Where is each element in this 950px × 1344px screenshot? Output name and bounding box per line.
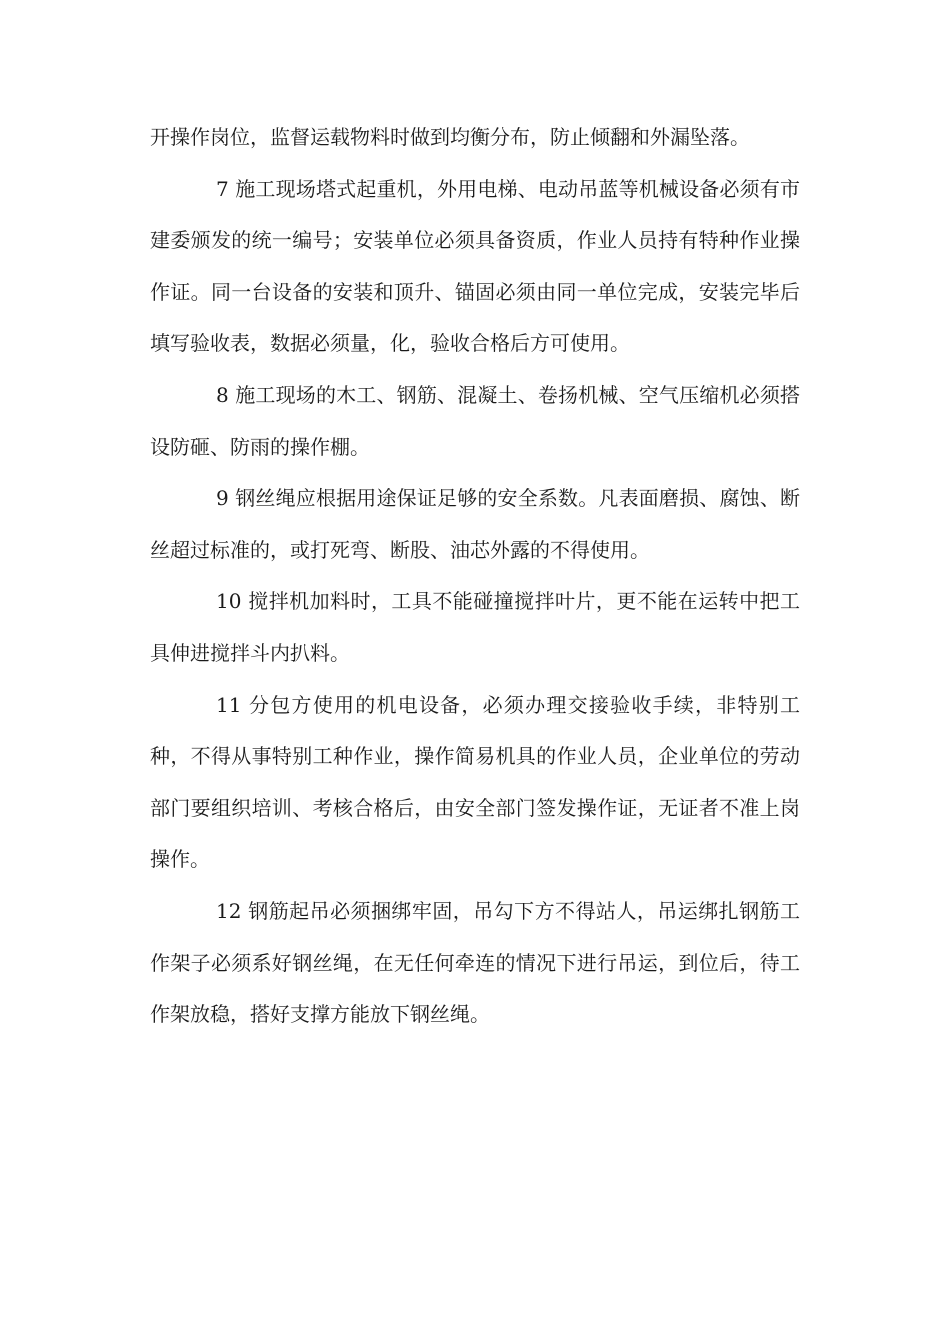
paragraph-item-10: 10 搅拌机加料时，工具不能碰撞搅拌叶片，更不能在运转中把工具伸进搅拌斗内扒料。 [150, 589, 800, 665]
paragraph-item-12: 12 钢筋起吊必须捆绑牢固，吊勾下方不得站人，吊运绑扎钢筋工作架子必须系好钢丝绳，在无任何牵连的情况下进行吊运，到位后，待工作架放稳，搭好支撑方能放下钢丝绳。 [150, 898, 800, 1027]
paragraph-item-9: 9 钢丝绳应根据用途保证足够的安全系数。凡表面磨损、腐蚀、断丝超过标准的，或打死弯、断股、油芯外露的不得使用。 [150, 486, 800, 562]
paragraph-continuation: 开操作岗位，监督运载物料时做到均衡分布，防止倾翻和外漏坠落。 [150, 125, 750, 149]
document-page [150, 112, 800, 1041]
paragraph-item-11: 11 分包方使用的机电设备，必须办理交接验收手续，非特别工种，不得从事特别工种作业，操作简易机具的作业人员，企业单位的劳动部门要组织培训、考核合格后，由安全部门签发操作证，无证者不准上岗操作。 [150, 692, 800, 872]
paragraph-item-7: 7 施工现场塔式起重机，外用电梯、电动吊蓝等机械设备必须有市建委颁发的统一编号；安装单位必须具备资质，作业人员持有特种作业操作证。同一台设备的安装和顶升、锚固必须由同一单位完成，安装完毕后填写验收表，数据必须量，化，验收合格后方可使用。 [150, 176, 800, 356]
paragraph-item-8: 8 施工现场的木工、钢筋、混凝土、卷扬机械、空气压缩机必须搭设防砸、防雨的操作棚。 [150, 382, 800, 459]
